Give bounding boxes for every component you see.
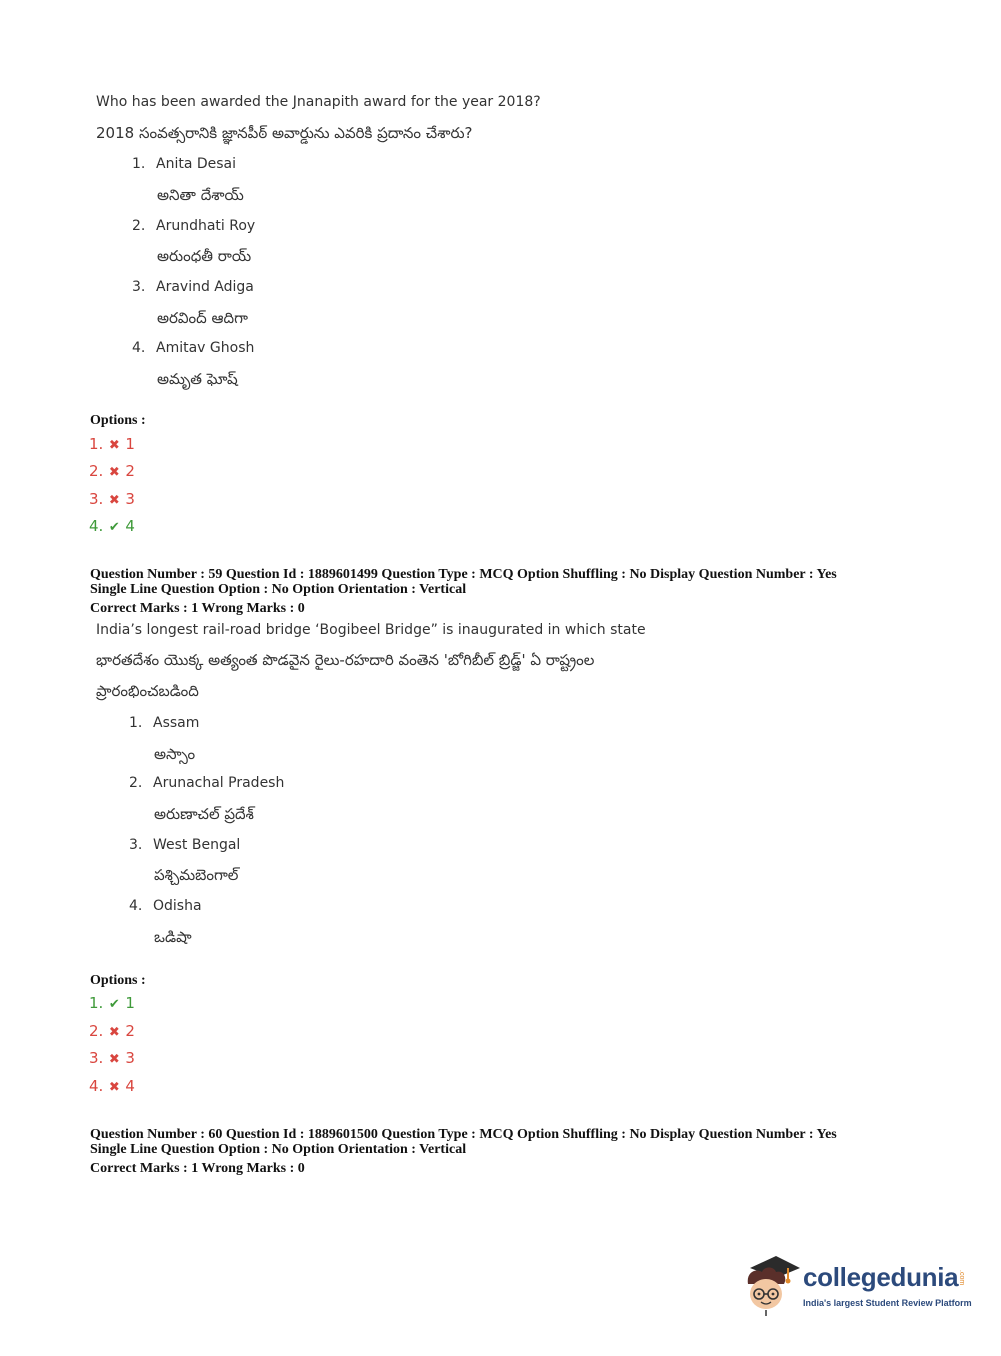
q58-choice-2: 2. Arundhati Roy — [132, 218, 256, 234]
q59-choice-3-te: పశ్చిమబెంగాల్ — [154, 866, 239, 884]
question-59-text-te-1: భారతదేశం యొక్క అత్యంత పొడవైన రైలు-రహదారి వంతెన 'బోగిబీల్ బ్రిడ్జ్' ఏ రాష్ట్రంల — [96, 651, 595, 669]
q58-answer-3: 3. ✖ 3 — [89, 490, 135, 508]
q58-answer-2: 2. ✖ 2 — [89, 462, 135, 480]
collegedunia-tagline: India's largest Student Review Platform — [803, 1298, 972, 1308]
q59-choice-1: 1. Assam — [129, 715, 200, 731]
q58-choice-2-te: అరుంధతీ రాయ్ — [157, 247, 252, 265]
question-59-text-en: India’s longest rail-road bridge ‘Bogibeel Bridge” is inaugurated in which state — [96, 622, 646, 638]
check-icon: ✔ — [108, 520, 120, 535]
q59-meta-line-1: Question Number : 59 Question Id : 1889601499 Question Type : MCQ Option Shuffling : No Display Question Number : Yes — [90, 567, 837, 582]
q60-meta-line-3: Correct Marks : 1 Wrong Marks : 0 — [90, 1161, 305, 1176]
cross-icon: ✖ — [108, 438, 120, 453]
collegedunia-com: .com — [958, 1270, 965, 1286]
q59-choice-1-te: అస్సాం — [154, 745, 196, 763]
q58-answer-1: 1. ✖ 1 — [89, 435, 135, 453]
q59-answer-2: 2. ✖ 2 — [89, 1022, 135, 1040]
q58-choice-1: 1. Anita Desai — [132, 156, 237, 172]
q59-meta-line-2: Single Line Question Option : No Option Orientation : Vertical — [90, 582, 467, 597]
cross-icon: ✖ — [108, 465, 120, 480]
collegedunia-wordmark: collegedunia — [803, 1262, 959, 1292]
q60-meta-line-2: Single Line Question Option : No Option Orientation : Vertical — [90, 1142, 467, 1157]
check-icon: ✔ — [108, 997, 120, 1012]
q59-answer-1: 1. ✔ 1 — [89, 994, 135, 1012]
cross-icon: ✖ — [108, 493, 120, 508]
q58-choice-1-te: అనితా దేశాయ్ — [157, 186, 244, 204]
cross-icon: ✖ — [108, 1025, 120, 1040]
q59-meta-line-3: Correct Marks : 1 Wrong Marks : 0 — [90, 601, 305, 616]
q59-choice-4: 4. Odisha — [129, 898, 202, 914]
q59-choice-4-te: ఒడిషా — [154, 928, 192, 946]
q59-options-label: Options : — [90, 973, 146, 988]
question-58-text-te: 2018 సంవత్సరానికి జ్ఞానపీఠ్ అవార్డును ఎవరికి ప్రదానం చేశారు? — [96, 124, 473, 142]
q58-choice-3-te: అరవింద్ ఆదిగా — [157, 309, 248, 327]
cross-icon: ✖ — [108, 1080, 120, 1095]
q59-choice-2-te: అరుణాచల్ ప్రదేశ్ — [154, 805, 254, 823]
q59-answer-4: 4. ✖ 4 — [89, 1077, 135, 1095]
q60-meta-line-1: Question Number : 60 Question Id : 1889601500 Question Type : MCQ Option Shuffling : No Display Question Number : Yes — [90, 1127, 837, 1142]
q58-answer-4: 4. ✔ 4 — [89, 517, 135, 535]
q58-choice-3: 3. Aravind Adiga — [132, 279, 254, 295]
mascot-icon — [742, 1250, 802, 1316]
q58-choice-4-te: అమృత ఘోష్ — [157, 370, 238, 388]
q58-choice-4: 4. Amitav Ghosh — [132, 340, 255, 356]
question-59-text-te-2: ప్రారంభించబడింది — [96, 682, 199, 700]
q59-choice-2: 2. Arunachal Pradesh — [129, 775, 285, 791]
q58-options-label: Options : — [90, 413, 146, 428]
question-58-text-en: Who has been awarded the Jnanapith award for the year 2018? — [96, 94, 541, 110]
collegedunia-mascot-logo — [742, 1250, 802, 1316]
cross-icon: ✖ — [108, 1052, 120, 1067]
q59-answer-3: 3. ✖ 3 — [89, 1049, 135, 1067]
q59-choice-3: 3. West Bengal — [129, 837, 241, 853]
